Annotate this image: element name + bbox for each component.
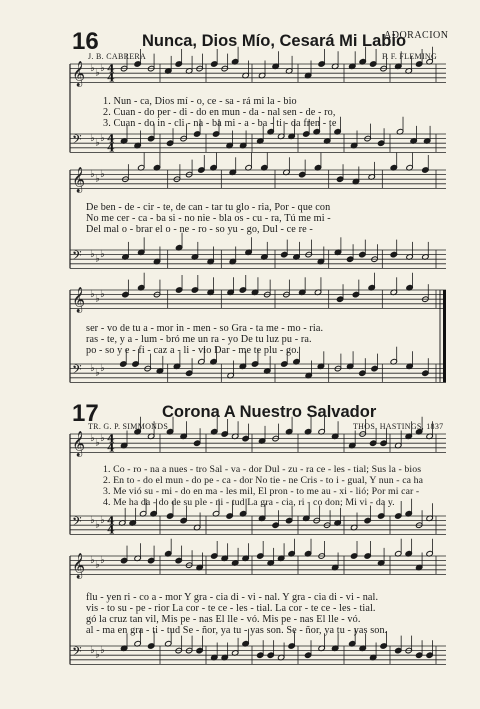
treble-clef-icon: 𝄞 bbox=[72, 431, 86, 457]
lyric-line: 1. Co - ro - na a nues - tro Sal - va - dor Dul - zu - ra ce - les - tial; Sus la - bios bbox=[103, 464, 422, 475]
time-signature: 4 bbox=[107, 71, 115, 85]
time-signature: 4 bbox=[107, 432, 115, 446]
flat-icon: ♭ bbox=[95, 559, 100, 571]
hymn-number: 17 bbox=[72, 400, 99, 427]
lyric-line: ras - te, y a - lum - bró me un ra - yo De tu luz pu - ra. bbox=[86, 334, 312, 345]
composer-credit: THOS. HASTINGS, 1837 bbox=[353, 422, 444, 431]
hymn-number: 16 bbox=[72, 28, 99, 55]
flat-icon: ♭ bbox=[90, 514, 95, 526]
flat-icon: ♭ bbox=[95, 437, 100, 449]
lyric-line: al - ma en gra - ti - tud Se - ñor, ya tu - yas son. Se - ñor, ya tu - yas son. bbox=[86, 625, 388, 636]
flat-icon: ♭ bbox=[95, 67, 100, 79]
flat-icon: ♭ bbox=[95, 519, 100, 531]
lyric-line: flu - yen ri - co a - mor Y gra - cia di - vi - nal. Y gra - cia di - vi - nal. bbox=[86, 592, 379, 603]
lyric-line: 2. Cuan - do per - di - do en mun - da - nal sen - de - ro, bbox=[103, 107, 336, 118]
flat-icon: ♭ bbox=[90, 168, 95, 180]
lyricist-credit: J. B. CABRERA bbox=[88, 52, 147, 61]
bass-clef-icon: 𝄢 bbox=[72, 247, 82, 266]
treble-clef-icon: 𝄞 bbox=[72, 61, 86, 87]
time-signature: 4 bbox=[107, 514, 115, 528]
composer-credit: F. F. FLEMING bbox=[382, 52, 438, 61]
hymn-title: Corona A Nuestro Salvador bbox=[162, 403, 377, 421]
flat-icon: ♭ bbox=[90, 132, 95, 144]
hymn-title: Nunca, Dios Mío, Cesará Mi Labio bbox=[142, 32, 407, 50]
lyric-line: 3. Me vió su - mi - do en ma - les mil, El pron - to me au - xi - lió; Por mi car - bbox=[103, 486, 420, 497]
lyric-line: ser - vo de tu a - mor in - men - so Gra - ta me - mo - ria. bbox=[86, 323, 324, 334]
section-label: ADORACION bbox=[384, 30, 449, 41]
flat-icon: ♭ bbox=[100, 62, 105, 74]
flat-icon: ♭ bbox=[90, 432, 95, 444]
flat-icon: ♭ bbox=[90, 554, 95, 566]
lyricist-credit: TR. G. P. SIMMONDS bbox=[88, 422, 169, 431]
flat-icon: ♭ bbox=[100, 362, 105, 374]
lyric-line: Del mal o - brar el o - ne - ro - so yu - go, Dul - ce re - bbox=[86, 224, 313, 235]
flat-icon: ♭ bbox=[100, 288, 105, 300]
bass-clef-icon: 𝄢 bbox=[72, 643, 82, 662]
time-signature: 4 bbox=[107, 141, 115, 155]
treble-clef-icon: 𝄞 bbox=[72, 167, 86, 193]
flat-icon: ♭ bbox=[90, 288, 95, 300]
flat-icon: ♭ bbox=[100, 132, 105, 144]
time-signature: 4 bbox=[107, 523, 115, 537]
flat-icon: ♭ bbox=[100, 644, 105, 656]
bass-clef-icon: 𝄢 bbox=[72, 513, 82, 532]
bass-clef-icon: 𝄢 bbox=[72, 361, 82, 380]
lyric-line: No me cer - ca - ba si - no nie - bla os - cu - ra, Tú me mi - bbox=[86, 213, 331, 224]
time-signature: 4 bbox=[107, 132, 115, 146]
flat-icon: ♭ bbox=[100, 432, 105, 444]
flat-icon: ♭ bbox=[95, 367, 100, 379]
flat-icon: ♭ bbox=[100, 168, 105, 180]
time-signature: 4 bbox=[107, 62, 115, 76]
lyric-line: 3. Cuan - do in - cli - na - ba mi - a - ba - ti - da fren - te bbox=[103, 118, 337, 129]
bass-clef-icon: 𝄢 bbox=[72, 131, 82, 150]
flat-icon: ♭ bbox=[100, 514, 105, 526]
lyric-line: De ben - de - cir - te, de can - tar tu glo - ria, Por - que con bbox=[86, 202, 331, 213]
flat-icon: ♭ bbox=[95, 293, 100, 305]
lyric-line: vis - to su - pe - rior La cor - te ce - les - tial. La cor - te ce - les - tial. bbox=[86, 603, 376, 614]
lyric-line: 2. En to - do el mun - do pe - ca - dor No tie - ne Cris - to i - gual, Y nun - ca ha bbox=[103, 475, 424, 486]
flat-icon: ♭ bbox=[95, 649, 100, 661]
flat-icon: ♭ bbox=[90, 644, 95, 656]
flat-icon: ♭ bbox=[100, 554, 105, 566]
flat-icon: ♭ bbox=[90, 248, 95, 260]
flat-icon: ♭ bbox=[95, 253, 100, 265]
lyric-line: gó la cruz tan vil, Mis pe - nas El lle - vó. Mis pe - nas El lle - vó. bbox=[86, 614, 361, 625]
treble-clef-icon: 𝄞 bbox=[72, 553, 86, 579]
flat-icon: ♭ bbox=[95, 173, 100, 185]
lyric-line: po - so y e - fi - caz a - li - vio Dar - me te plu - go. bbox=[86, 345, 300, 356]
lyric-line: 1. Nun - ca, Dios mí - o, ce - sa - rá mi la - bio bbox=[103, 96, 297, 107]
time-signature: 4 bbox=[107, 441, 115, 455]
flat-icon: ♭ bbox=[100, 248, 105, 260]
flat-icon: ♭ bbox=[95, 137, 100, 149]
flat-icon: ♭ bbox=[90, 62, 95, 74]
flat-icon: ♭ bbox=[90, 362, 95, 374]
lyric-line: 4. Me ha da - do de su ple - ni - tud La gra - cia, ri - co don; Mi vi - da y. bbox=[103, 497, 395, 508]
treble-clef-icon: 𝄞 bbox=[72, 287, 86, 313]
